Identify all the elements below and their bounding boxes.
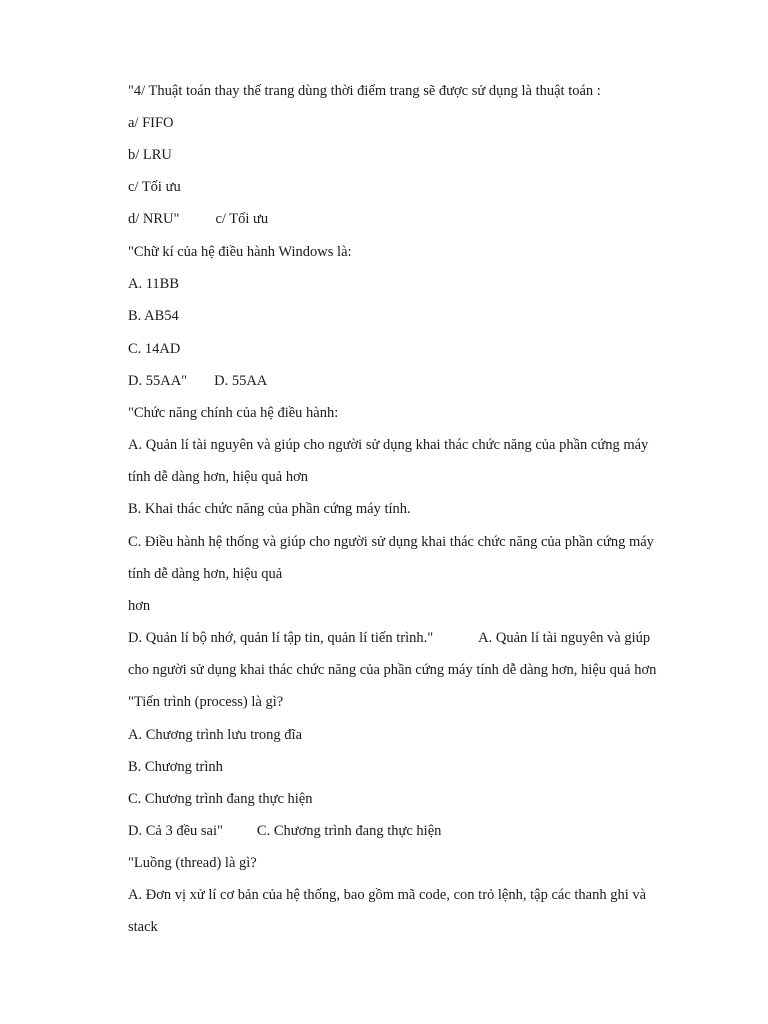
question-3-option-c-cont: tính dễ dàng hơn, hiệu quả	[128, 566, 283, 582]
question-2-option-c: C. 14AD	[128, 341, 181, 357]
question-2-option-d: D. 55AA"	[128, 373, 188, 389]
question-4-option-a: A. Chương trình lưu trong đĩa	[128, 727, 303, 743]
question-3-option-d-row	[128, 629, 650, 647]
question-2-answer: D. 55AA	[214, 373, 268, 389]
question-1-option-d-row	[128, 210, 268, 228]
question-5-stem: "Luồng (thread) là gì?	[128, 855, 257, 871]
question-5-option-a: A. Đơn vị xử lí cơ bản của hệ thống, bao gồm mã code, con trỏ lệnh, tập các thanh ghi và	[128, 887, 647, 903]
question-4-answer: C. Chương trình đang thực hiện	[256, 823, 442, 839]
question-1-option-b: b/ LRU	[128, 147, 172, 163]
question-1-answer: c/ Tối ưu	[215, 211, 269, 227]
question-3-option-a: A. Quản lí tài nguyên và giúp cho người sử dụng khai thác chức năng của phần cứng máy	[128, 437, 649, 453]
question-4-option-d-row	[128, 822, 441, 840]
question-4-stem: "Tiến trình (process) là gì?	[128, 694, 284, 710]
question-1-option-d: d/ NRU"	[128, 211, 180, 227]
question-2-option-a: A. 11BB	[128, 276, 180, 292]
question-4-option-b: B. Chương trình	[128, 759, 223, 775]
question-4-option-d: D. Cả 3 đều sai"	[128, 823, 223, 839]
question-2-option-b: B. AB54	[128, 308, 179, 324]
question-2-option-d-row	[128, 372, 267, 390]
question-2-stem: "Chữ kí của hệ điều hành Windows là:	[128, 244, 352, 260]
question-1-option-c: c/ Tối ưu	[128, 179, 181, 195]
question-3-option-c-cont2: hơn	[128, 598, 151, 614]
question-1-option-a: a/ FIFO	[128, 115, 174, 131]
question-5-option-a-cont: stack	[128, 919, 158, 935]
question-3-answer: A. Quản lí tài nguyên và giúp	[478, 630, 651, 646]
question-4-option-c: C. Chương trình đang thực hiện	[128, 791, 313, 807]
question-3-option-d: D. Quản lí bộ nhớ, quản lí tập tin, quản lí tiến trình."	[128, 630, 434, 646]
question-3-option-b: B. Khai thác chức năng của phần cứng máy tính.	[128, 501, 411, 517]
question-3-option-a-cont: tính dễ dàng hơn, hiệu quả hơn	[128, 469, 309, 485]
question-3-stem: "Chức năng chính của hệ điều hành:	[128, 405, 339, 421]
question-3-option-c: C. Điều hành hệ thống và giúp cho người sử dụng khai thác chức năng của phần cứng máy	[128, 534, 654, 550]
question-1-stem: "4/ Thuật toán thay thế trang dùng thời điểm trang sẽ được sử dụng là thuật toán :	[128, 83, 601, 99]
question-3-answer-cont: cho người sử dụng khai thác chức năng của phần cứng máy tính dễ dàng hơn, hiệu quả hơn	[128, 662, 657, 678]
